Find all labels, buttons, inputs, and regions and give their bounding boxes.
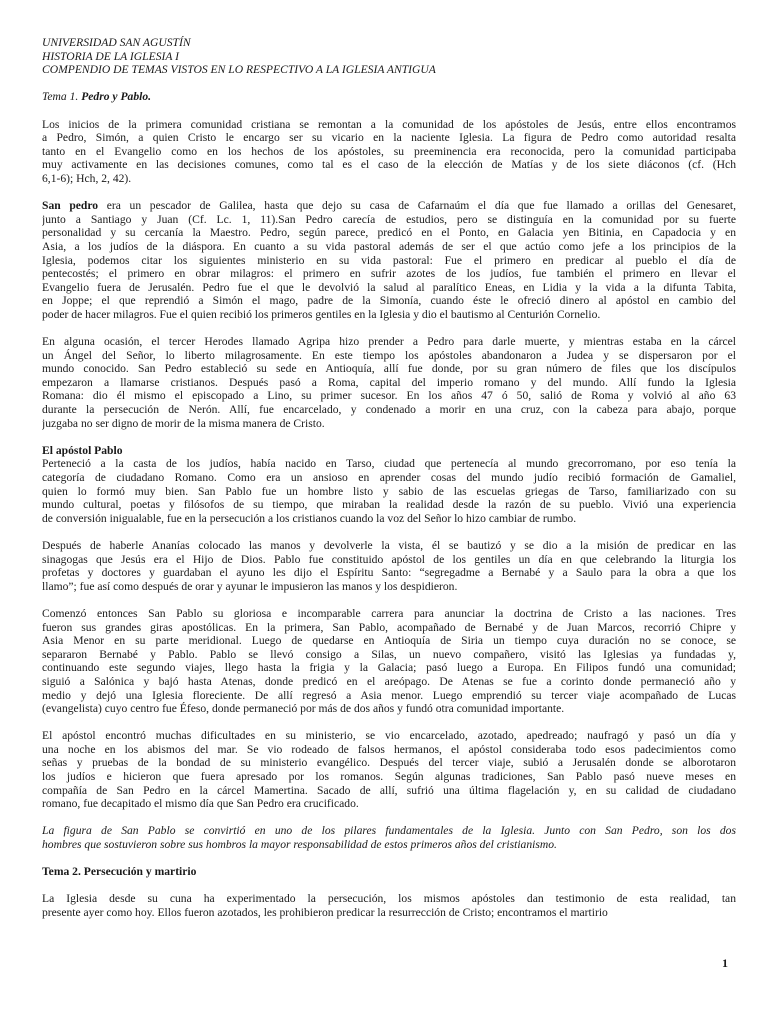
text-line: presente ayer como hoy. Ellos fueron azotados, les prohibieron predicar la resurrección de Cristo; encontramos el martirio: [42, 906, 608, 919]
text-line: de conversión inigualable, fue en la persecución a los cristianos cuando la voz del Señor lo hizo cambiar de rumbo.: [42, 511, 577, 525]
text-line: sinagogas que Jesús era el Hijo de Dios. Pablo fue constituido apóstol de los gentiles un día en que celebrando la liturgia los: [42, 552, 736, 566]
text-line: un Ángel del Señor, lo liberto milagrosamente. En este tiempo los apóstoles abandonaron a Judea y se dispersaron por el: [42, 348, 736, 362]
header-line-2: [42, 50, 736, 64]
paragraph-spacer: [42, 321, 736, 335]
text-line: La figura de San Pablo se convirtió en uno de los pilares fundamentales de la Iglesia. Junto con San Pedro, son los dos: [42, 824, 736, 838]
text-line: Iglesia, podemos citar los siguientes ministerio en su vida pastoral: Fue el primero en predicar al pueblo el día de: [42, 253, 736, 267]
text-line: mundo conocido. San Pedro estableció su sede en Antioquía, allí fue donde, por su gran número de files que los discípulos: [42, 362, 736, 376]
text-line: fueron sus grandes giras apostólicas. En la primera, San Pablo, acompañado de Bernabé y de Juan Marcos, recorrió Chipre y: [42, 620, 736, 634]
text-line: mundo cultural, poetas y filósofos de su tiempo, que miraban la realidad desde la razón de su pueblo. Vivió una experiencia: [42, 498, 736, 512]
paragraph-spacer: [42, 852, 736, 866]
paragraph-pablo-origen: [42, 457, 736, 525]
paragraph-giras: [42, 607, 736, 716]
text-segment: hombres que sostuvieron sobre sus hombros la mayor responsabilidad de estos primeros años del cristianismo.: [42, 838, 557, 852]
text-line: los judíos e hicieron que fuera apresado por los romanos. Según algunas tradiciones, San Pablo pasó nueve meses en: [42, 770, 736, 784]
text-line: continuando este segundo viajes, llego hasta la frigia y la Galacia; pasó luego a Europa. En Filipos fundó una comunidad;: [42, 661, 736, 675]
header-line-1: [42, 36, 736, 50]
text-line: en Joppe; el que reprendió a Simón el mago, padre de la Simonía, cuando éste le ofreció dinero al apóstol en cambio del: [42, 294, 736, 308]
text-segment: Pedro y Pablo.: [81, 90, 152, 104]
text-line: [42, 90, 736, 104]
paragraph-ananias: [42, 539, 736, 593]
text-line: COMPENDIO DE TEMAS VISTOS EN LO RESPECTIVO A LA IGLESIA ANTIGUA: [42, 63, 436, 77]
text-line: Los inicios de la primera comunidad cristiana se remontan a la comunidad de los apóstoles de Jesús, entre ellos encontramos: [42, 117, 736, 131]
text-line: Asia Menor en su parte meridional. Luego de quedarse en Antioquía de Siria un tiempo cuya duración no se conoce, se: [42, 634, 736, 648]
paragraph-spacer: [42, 430, 736, 444]
text-line: La Iglesia desde su cuna ha experimentado la persecución, los mismos apóstoles dan testimonio de esta realidad, tan: [42, 892, 736, 906]
text-line: señas y pruebas de la bondad de su ministerio evangélico. Después del tercer viaje, subió a Jerusalén donde se alborotaron: [42, 756, 736, 770]
text-line: profetas y doctores y guardaban el ayuno les dijo el Espíritu Santo: “segregadme a Bernabé y a Saulo para la obra a que los: [42, 566, 736, 580]
paragraph-spacer: [42, 104, 736, 118]
text-line: una noche en los abismos del mar. Se vio rodeado de falsos hermanos, el apóstol consideraba todo esos padecimientos como: [42, 742, 736, 756]
text-line: En alguna ocasión, el tercer Herodes llamado Agripa hizo prender a Pedro para darle muerte, y mientras estaba en la cárcel: [42, 335, 736, 349]
text-line: UNIVERSIDAD SAN AGUSTÍN: [42, 36, 191, 49]
header-line-3: [42, 63, 736, 77]
text-line: El apóstol encontró muchas dificultades en su ministerio, se vio encarcelado, azotado, apedreado; naufragó y pasó un día y: [42, 729, 736, 743]
text-line: Evangelio fuera de Jerusalén. Pedro fue el que le devolvió la salud al paralítico Eneas, en Lidia y la vida a la difunta Tabita,: [42, 280, 736, 294]
text-line: compañía de San Pedro en la cárcel Mamertina. Sacado de allí, sufrió una última flagelación y, en su calidad de ciudadano: [42, 783, 736, 797]
tema-1-title: [42, 90, 736, 104]
text-line: [42, 838, 736, 852]
paragraph-san-pedro: [42, 199, 736, 321]
paragraph-figura-pablo: [42, 824, 736, 851]
paragraph-spacer: [42, 811, 736, 825]
text-line: separaron Bernabé y Pablo. Pablo se llevó consigo a Silas, un nuevo compañero, visitó las Iglesias ya fundadas y,: [42, 647, 736, 661]
text-line: siguió a Salónica y bajó hasta Atenas, donde predicó en el areópago. De Atenas se fue a corinto donde permaneció año y: [42, 674, 736, 688]
text-line: muy activamente en las decisiones comunes, como tal es el caso de la elección de Matías y de los siete diáconos (cf. (Hch: [42, 158, 736, 172]
paragraph-persecucion: [42, 892, 736, 919]
text-segment: San pedro: [42, 199, 99, 213]
text-line: HISTORIA DE LA IGLESIA I: [42, 49, 179, 63]
paragraph-spacer: [42, 525, 736, 539]
paragraph-inicios: [42, 118, 736, 186]
paragraph-herodes: [42, 335, 736, 430]
text-line: categoría de ciudadano Romano. Como era un ansioso en aprender cosas del mundo judío recibió formación de Gamaliel,: [42, 471, 736, 484]
text-segment: romano, fue decapitado el mismo día que San Pedro era crucificado.: [42, 797, 359, 811]
text-line: Romana: dio él mismo el episcopado a Lino, su primer sucesor. En los años 47 ó 50, salió de Roma y volvió al año 63: [42, 389, 736, 403]
paragraph-spacer: [42, 593, 736, 607]
text-line: llamo”; fue así como después de orar y ayunar le impusieron las manos y los despidieron.: [42, 579, 458, 593]
text-line: Después de haberle Ananías colocado las manos y devolverle la vista, él se bautizó y se dio a la misión de predicar en las: [42, 538, 736, 552]
paragraph-spacer: [42, 716, 736, 730]
paragraph-dificultades: [42, 729, 736, 811]
paragraph-spacer: [42, 186, 736, 200]
text-line: a Pedro, Simón, a quien Cristo le encargo ser su vicario en la naciente Iglesia. La figura de Pedro como autoridad resalta: [42, 131, 736, 145]
text-line: durante la persecución de Nerón. Allí, fue encarcelado, y condenado a morir en una cruz, con la cabeza para abajo, porque: [42, 403, 736, 417]
text-line: 6,1-6); Hch, 2, 42).: [42, 171, 132, 185]
text-line: Comenzó entonces San Pablo su gloriosa e incomparable carrera para anunciar la doctrina de Cristo a las naciones. Tres: [42, 606, 736, 620]
text-line: El apóstol Pablo: [42, 443, 123, 457]
text-line: [42, 199, 736, 213]
paragraph-spacer: [42, 879, 736, 893]
text-line: junto a Santiago y Juan (Cf. Lc. 1, 11).San Pedro carecía de estudios, pero se distinguía en la comunidad por su fuerte: [42, 212, 736, 226]
heading-apostol-pablo: [42, 444, 736, 458]
text-line: (evangelista) cuyo centro fue Éfeso, donde permaneció por más de dos años y fundó otra comunidad importante.: [42, 702, 565, 716]
text-line: medio y dejó una Iglesia floreciente. De allí regresó a Asia menor. Luego emprendió su tercer viaje acompañado de Lucas: [42, 688, 736, 702]
text-segment: era un pescador de Galilea, hasta que dejo su casa de Cafarnaúm el día que fue llamado a orillas del Genesaret,: [98, 199, 736, 213]
text-segment: Tema 1.: [42, 90, 82, 104]
page-number: 1: [722, 956, 728, 970]
text-line: [42, 797, 736, 811]
text-line: tanto en el Evangelio como en los hechos de los apóstoles, su preeminencia era reconocida, pero la comunidad participaba: [42, 144, 736, 158]
text-line: Perteneció a la casta de los judíos, había nacido en Tarso, ciudad que pertenecía al mundo grecorromano, por eso tenía la: [42, 457, 736, 471]
text-line: personalidad y su cercanía la Maestro. Pedro, según parece, predicó en el Ponto, en Galacia yen Bitinia, en Capadocia y en: [42, 226, 736, 240]
tema-2-title: [42, 865, 736, 879]
text-line: quien lo formó muy bien. San Pablo fue un hombre listo y sabio de las escuelas griegas de Tarso, familiarizado con su: [42, 484, 736, 498]
text-line: Asia, a los judíos de la diáspora. En cuanto a su vida pastoral además de ser el que actúo como jefe a los principios de la: [42, 239, 736, 253]
text-line: pentecostés; el primero en obrar milagros: el primero en sufrir azotes de los judíos, fue también el primero en llevar el: [42, 267, 736, 281]
text-line: juzgaba no ser digno de morir de la misma manera de Cristo.: [42, 416, 325, 430]
document-content: [42, 36, 736, 920]
paragraph-spacer: [42, 77, 736, 91]
text-line: empezaron a llamarse cristianos. Después pasó a Roma, capital del imperio romano y del mundo. Allí fundo la Iglesia: [42, 375, 736, 389]
text-line: poder de hacer milagros. Fue el quien recibió los primeros gentiles en la Iglesia y dio el bautismo al Centurión Cornelio.: [42, 307, 601, 321]
text-line: Tema 2. Persecución y martirio: [42, 865, 197, 879]
